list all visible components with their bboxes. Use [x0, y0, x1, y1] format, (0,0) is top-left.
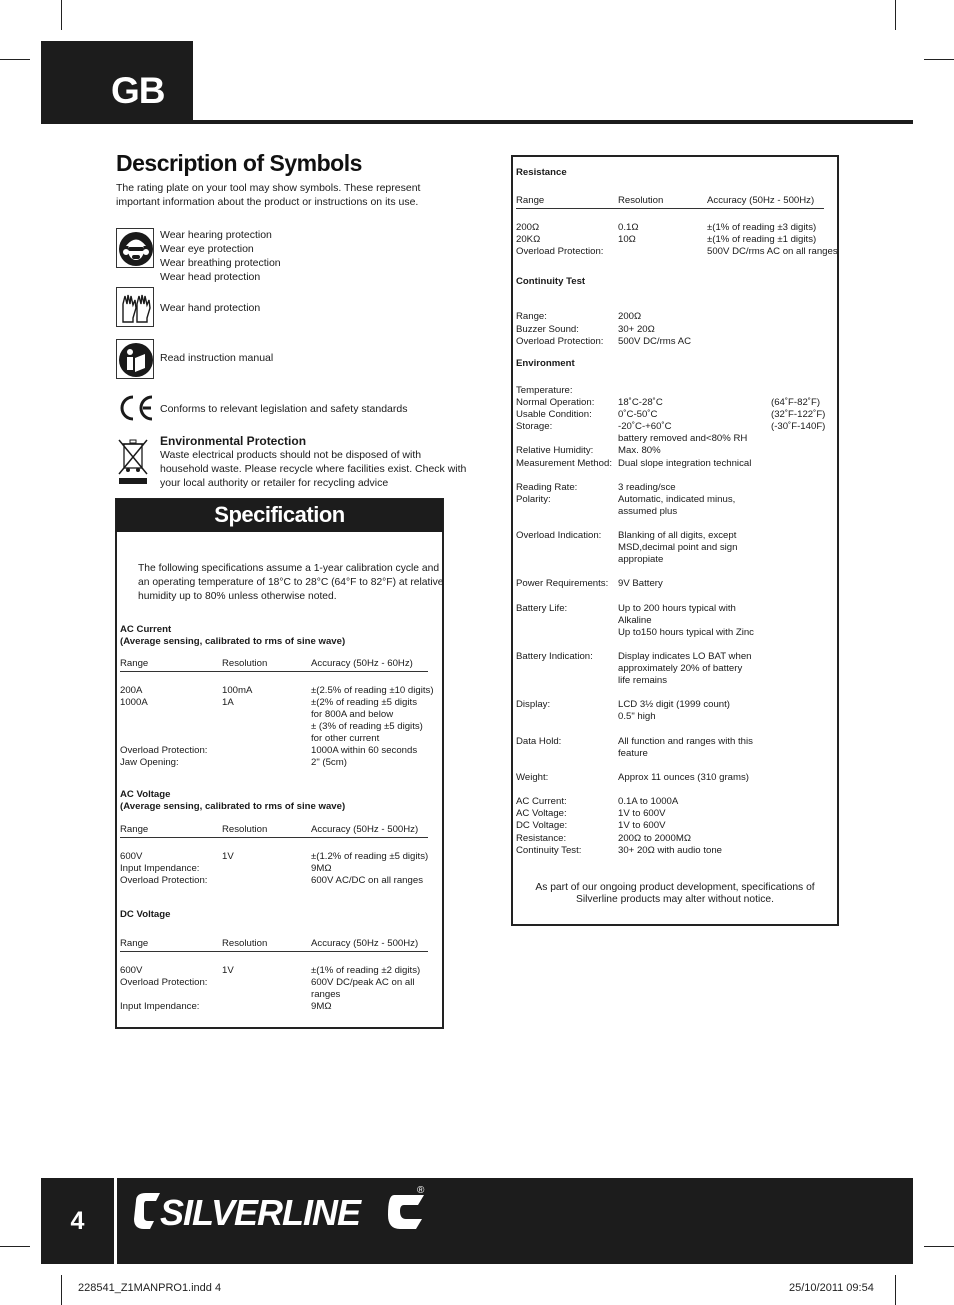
table-rule: [516, 208, 824, 209]
symbols-intro: The rating plate on your tool may show symbols. These represent important information about the product or instructions on its use.: [116, 182, 421, 208]
crop-mark: [0, 1246, 30, 1247]
table-cell: ±(1% of reading ±1 digits): [707, 234, 817, 245]
col-header: Accuracy (50Hz - 500Hz): [707, 195, 815, 206]
spec-label: Battery Indication:: [516, 651, 593, 662]
ppe-head-icon: [116, 228, 154, 268]
spec-value: MSD,decimal point and sign: [618, 542, 738, 553]
table-cell: ±(1.2% of reading ±5 digits): [311, 851, 429, 862]
table-cell: 500V DC/rms AC: [618, 336, 692, 347]
spec-value: 0.5" high: [618, 711, 656, 722]
resistance-title: Resistance: [516, 167, 567, 178]
table-cell: Overload Protection:: [120, 745, 208, 756]
registered-mark: ®: [417, 1185, 425, 1196]
col-header: Accuracy (50Hz - 500Hz): [311, 824, 419, 835]
spec-label: Weight:: [516, 772, 549, 783]
spec-value: Approx 11 ounces (310 grams): [618, 772, 750, 783]
table-cell: 1000A: [120, 697, 148, 708]
spec-value: Automatic, indicated minus,: [618, 494, 736, 505]
crop-mark: [895, 1275, 896, 1305]
table-cell: Dual slope integration technical: [618, 457, 752, 469]
spec-value: Alkaline: [618, 615, 652, 626]
table-cell: ±(2.5% of reading ±10 digits): [311, 685, 434, 696]
gloves-icon: [116, 287, 154, 327]
table-cell: battery removed and<80% RH: [618, 433, 748, 444]
environment-title: Environment: [516, 358, 575, 369]
header-rule: [41, 120, 913, 124]
spec-value: Up to150 hours typical with Zinc: [618, 627, 754, 638]
table-cell: 10Ω: [618, 234, 636, 245]
ac-current-title: AC Current: [120, 624, 172, 635]
symbol-text-env: Environmental Protection Waste electrical products should not be disposed of with household waste. Please recycle where facilities exist. Check with your local authority or retailer for recycling advice: [160, 434, 467, 489]
table-cell: ±(2% of reading ±5 digits: [311, 697, 417, 708]
table-cell: 600V: [120, 965, 143, 976]
table-cell: 9MΩ: [311, 863, 332, 874]
spec-value: Blanking of all digits, except: [618, 530, 737, 541]
spec-intro: The following specifications assume a 1-year calibration cycle and an operating temperature of 18°C to 28°C (64°F to 82°F) at relative humidity up to 80% unless otherwise noted.: [138, 563, 444, 602]
spec-label: Data Hold:: [516, 736, 562, 747]
symbols-title: Description of Symbols: [116, 150, 362, 176]
table-cell: Measurement Method:: [516, 457, 612, 469]
table-cell: Normal Operation:: [516, 397, 595, 408]
table-rule: [120, 951, 428, 952]
table-rule: [120, 837, 428, 838]
table-cell: AC Current:: [516, 796, 567, 807]
spec-label: Overload Indication:: [516, 530, 602, 541]
table-cell: 1V to 600V: [618, 820, 666, 832]
symbol-text-ppe: Wear hearing protection Wear eye protection Wear breathing protection Wear head protection: [160, 229, 281, 283]
table-cell: Temperature:: [516, 385, 573, 396]
spec-note: As part of our ongoing product development, specifications of Silverline products may alter without notice.: [535, 882, 815, 905]
table-cell: Buzzer Sound:: [516, 323, 579, 335]
table-cell: Relative Humidity:: [516, 445, 594, 456]
table-cell: (64˚F-82˚F): [771, 397, 821, 408]
table-cell: ± (3% of reading ±5 digits): [311, 721, 423, 732]
table-cell: 200A: [120, 685, 143, 696]
col-header: Range: [120, 824, 149, 835]
weee-bin-icon: [116, 436, 150, 486]
table-cell: for 800A and below: [311, 709, 394, 720]
spec-label: Reading Rate:: [516, 482, 578, 493]
ac-voltage-subtitle: (Average sensing, calibrated to rms of sine wave): [120, 801, 346, 812]
crop-mark: [924, 1246, 954, 1247]
table-rule: [120, 671, 428, 672]
spec-value: 9V Battery: [618, 578, 663, 589]
slug-date: 25/10/2011 09:54: [789, 1282, 874, 1294]
col-header: Resolution: [222, 658, 268, 669]
footer-divider: [114, 1178, 117, 1264]
language-tab: GB: [41, 41, 193, 122]
svg-text:SILVERLINE: SILVERLINE: [160, 1192, 361, 1233]
table-cell: Input Impendance:: [120, 1001, 200, 1012]
spec-label: Power Requirements:: [516, 578, 609, 589]
col-header: Range: [120, 938, 149, 949]
table-cell: Overload Protection:: [516, 246, 604, 257]
table-cell: 9MΩ: [311, 1001, 332, 1012]
table-cell: Usable Condition:: [516, 409, 592, 420]
table-cell: 100mA: [222, 685, 253, 696]
spec-value: Display indicates LO BAT when: [618, 651, 752, 662]
table-cell: AC Voltage:: [516, 808, 567, 820]
table-cell: Storage:: [516, 421, 553, 432]
table-cell: ±(1% of reading ±3 digits): [707, 222, 817, 233]
spec-label: Display:: [516, 699, 551, 710]
table-cell: ranges: [311, 989, 341, 1000]
col-header: Resolution: [618, 195, 664, 206]
table-cell: 600V: [120, 851, 143, 862]
col-header: Accuracy (50Hz - 60Hz): [311, 658, 413, 669]
table-cell: 600V AC/DC on all ranges: [311, 875, 423, 886]
table-cell: 1V: [222, 851, 234, 862]
table-cell: 500V DC/rms AC on all ranges: [707, 246, 838, 257]
continuity-title: Continuity Test: [516, 276, 586, 287]
table-cell: Range:: [516, 311, 547, 322]
table-cell: 1V: [222, 965, 234, 976]
table-cell: 1000A within 60 seconds: [311, 745, 418, 756]
col-header: Resolution: [222, 824, 268, 835]
spec-value: All function and ranges with this: [618, 736, 753, 747]
spec-value: 3 reading/sce: [618, 482, 676, 493]
table-cell: 600V DC/peak AC on all: [311, 977, 415, 988]
spec-value: LCD 3½ digit (1999 count): [618, 699, 730, 710]
page-number: 4: [70, 1206, 85, 1235]
table-cell: ±(1% of reading ±2 digits): [311, 965, 421, 976]
table-cell: Overload Protection:: [516, 336, 604, 347]
col-header: Resolution: [222, 938, 268, 949]
table-cell: 0.1Ω: [618, 222, 639, 233]
table-cell: 200Ω: [618, 311, 642, 322]
table-cell: 0.1A to 1000A: [618, 796, 679, 807]
silverline-logo: [132, 1187, 432, 1235]
manual-icon: [116, 339, 154, 379]
table-cell: Overload Protection:: [120, 977, 208, 988]
table-cell: Max. 80%: [618, 445, 661, 456]
symbol-text-gloves: Wear hand protection: [160, 302, 261, 314]
spec-value: approximately 20% of battery: [618, 663, 743, 674]
ce-mark-icon: [116, 393, 156, 423]
table-cell: Resistance:: [516, 832, 567, 844]
table-cell: for other current: [311, 733, 380, 744]
table-cell: 200Ω to 2000MΩ: [618, 832, 692, 844]
dc-voltage-title: DC Voltage: [120, 909, 171, 920]
table-cell: (32˚F-122˚F): [771, 409, 826, 420]
symbol-text-manual: Read instruction manual: [160, 352, 274, 364]
table-cell: DC Voltage:: [516, 820, 568, 832]
spec-value: feature: [618, 748, 648, 759]
spec-title: Specification: [116, 499, 443, 532]
crop-mark: [924, 59, 954, 60]
table-cell: Jaw Opening:: [120, 757, 179, 768]
table-cell: Continuity Test:: [516, 844, 582, 856]
slug-file: 228541_Z1MANPRO1.indd 4: [78, 1282, 222, 1294]
crop-mark: [895, 0, 896, 30]
spec-label: Battery Life:: [516, 603, 568, 614]
crop-mark: [61, 1275, 62, 1305]
col-header: Range: [120, 658, 149, 669]
crop-mark: [61, 0, 62, 30]
table-cell: 1V to 600V: [618, 808, 666, 820]
table-cell: 200Ω: [516, 222, 540, 233]
spec-value: life remains: [618, 675, 668, 686]
table-cell: 18˚C-28˚C: [618, 397, 663, 408]
table-cell: 30+ 20Ω with audio tone: [618, 844, 722, 856]
col-header: Accuracy (50Hz - 500Hz): [311, 938, 419, 949]
spec-value: appropiate: [618, 554, 664, 565]
table-cell: Input Impendance:: [120, 863, 200, 874]
table-cell: 30+ 20Ω: [618, 323, 655, 335]
table-cell: 20KΩ: [516, 234, 541, 245]
crop-mark: [0, 59, 30, 60]
table-cell: 2" (5cm): [311, 757, 347, 768]
spec-value: assumed plus: [618, 506, 678, 517]
ac-voltage-title: AC Voltage: [120, 789, 171, 800]
table-cell: Overload Protection:: [120, 875, 208, 886]
col-header: Range: [516, 195, 545, 206]
spec-value: Up to 200 hours typical with: [618, 603, 736, 614]
table-cell: 0˚C-50˚C: [618, 409, 658, 420]
table-cell: (-30˚F-140F): [771, 421, 826, 432]
table-cell: 1A: [222, 697, 234, 708]
ac-current-subtitle: (Average sensing, calibrated to rms of sine wave): [120, 636, 346, 647]
symbol-text-ce: Conforms to relevant legislation and safety standards: [160, 403, 408, 415]
spec-label: Polarity:: [516, 494, 551, 505]
table-cell: -20˚C-+60˚C: [618, 421, 672, 432]
